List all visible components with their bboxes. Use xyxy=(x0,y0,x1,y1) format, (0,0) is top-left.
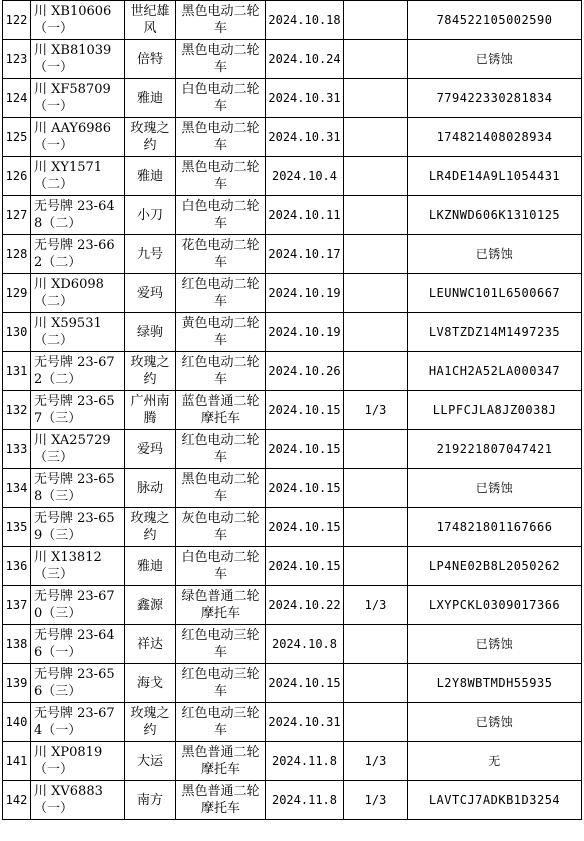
brand-cell: 爱玛 xyxy=(125,274,176,313)
vehicle-description-cell: 蓝色普通二轮摩托车 xyxy=(176,391,266,430)
vehicle-description-cell: 黑色电动二轮车 xyxy=(176,1,266,40)
plate-cell: 无号牌 23-662（二） xyxy=(31,235,125,274)
seized-date-cell: 2024.10.26 xyxy=(266,352,344,391)
frame-number-cell: LKZNWD606K1310125 xyxy=(408,196,582,235)
table-body xyxy=(3,1,582,820)
vehicle-description-cell: 花色电动二轮车 xyxy=(176,235,266,274)
seized-date-cell: 2024.10.19 xyxy=(266,313,344,352)
row-number-cell: 138 xyxy=(3,625,31,664)
frame-number-cell: HA1CH2A52LA000347 xyxy=(408,352,582,391)
seized-date-cell: 2024.10.24 xyxy=(266,40,344,79)
seized-date-cell: 2024.10.15 xyxy=(266,430,344,469)
row-number-cell: 136 xyxy=(3,547,31,586)
plate-cell: 川 XD6098（二） xyxy=(31,274,125,313)
row-number-cell: 128 xyxy=(3,235,31,274)
frame-number-cell: 784522105002590 xyxy=(408,1,582,40)
row-number-cell: 130 xyxy=(3,313,31,352)
seized-date-cell: 2024.10.15 xyxy=(266,391,344,430)
ratio-cell: 1/3 xyxy=(344,586,408,625)
brand-cell: 雅迪 xyxy=(125,547,176,586)
brand-cell: 大运 xyxy=(125,742,176,781)
vehicle-description-cell: 白色电动二轮车 xyxy=(176,547,266,586)
plate-cell: 无号牌 23-659（三） xyxy=(31,508,125,547)
brand-cell: 祥达 xyxy=(125,625,176,664)
plate-cell: 无号牌 23-670（三） xyxy=(31,586,125,625)
vehicle-description-cell: 红色电动三轮车 xyxy=(176,664,266,703)
row-number-cell: 139 xyxy=(3,664,31,703)
plate-cell: 川 XP0819（一） xyxy=(31,742,125,781)
frame-number-cell: LV8TZDZ14M1497235 xyxy=(408,313,582,352)
table-row xyxy=(3,1,582,40)
row-number-cell: 122 xyxy=(3,1,31,40)
table-row xyxy=(3,703,582,742)
vehicle-description-cell: 黑色电动二轮车 xyxy=(176,118,266,157)
vehicle-description-cell: 红色电动二轮车 xyxy=(176,352,266,391)
row-number-cell: 141 xyxy=(3,742,31,781)
plate-cell: 无号牌 23-674（一） xyxy=(31,703,125,742)
frame-number-cell: LP4NE02B8L2050262 xyxy=(408,547,582,586)
vehicle-description-cell: 红色电动三轮车 xyxy=(176,625,266,664)
brand-cell: 九号 xyxy=(125,235,176,274)
table-row xyxy=(3,157,582,196)
plate-cell: 川 XB81039（一） xyxy=(31,40,125,79)
ratio-cell xyxy=(344,352,408,391)
plate-cell: 无号牌 23-672（二） xyxy=(31,352,125,391)
frame-number-cell: L2Y8WBTMDH55935 xyxy=(408,664,582,703)
plate-cell: 川 XB10606（一） xyxy=(31,1,125,40)
table-row xyxy=(3,625,582,664)
table-row xyxy=(3,781,582,820)
row-number-cell: 126 xyxy=(3,157,31,196)
table-row xyxy=(3,664,582,703)
brand-cell: 世纪雄风 xyxy=(125,1,176,40)
ratio-cell xyxy=(344,1,408,40)
vehicle-description-cell: 黑色电动二轮车 xyxy=(176,469,266,508)
seized-date-cell: 2024.10.18 xyxy=(266,1,344,40)
table-row xyxy=(3,274,582,313)
plate-cell: 川 AAY6986（一） xyxy=(31,118,125,157)
table-row xyxy=(3,586,582,625)
row-number-cell: 135 xyxy=(3,508,31,547)
vehicle-description-cell: 黑色普通二轮摩托车 xyxy=(176,781,266,820)
frame-number-cell: 219221807047421 xyxy=(408,430,582,469)
table-row xyxy=(3,391,582,430)
table-row xyxy=(3,118,582,157)
table-row xyxy=(3,40,582,79)
ratio-cell xyxy=(344,79,408,118)
seized-date-cell: 2024.10.8 xyxy=(266,625,344,664)
plate-cell: 无号牌 23-646（一） xyxy=(31,625,125,664)
ratio-cell xyxy=(344,508,408,547)
ratio-cell xyxy=(344,469,408,508)
row-number-cell: 140 xyxy=(3,703,31,742)
row-number-cell: 125 xyxy=(3,118,31,157)
seized-date-cell: 2024.11.8 xyxy=(266,781,344,820)
frame-number-cell: 已锈蚀 xyxy=(408,625,582,664)
ratio-cell xyxy=(344,157,408,196)
row-number-cell: 137 xyxy=(3,586,31,625)
brand-cell: 绿驹 xyxy=(125,313,176,352)
vehicle-description-cell: 红色电动二轮车 xyxy=(176,430,266,469)
seized-date-cell: 2024.10.31 xyxy=(266,703,344,742)
table-row xyxy=(3,742,582,781)
frame-number-cell: LLPFCJLA8JZ0038J xyxy=(408,391,582,430)
brand-cell: 鑫源 xyxy=(125,586,176,625)
ratio-cell: 1/3 xyxy=(344,742,408,781)
seized-date-cell: 2024.10.4 xyxy=(266,157,344,196)
table-row xyxy=(3,235,582,274)
frame-number-cell: 174821801167666 xyxy=(408,508,582,547)
row-number-cell: 133 xyxy=(3,430,31,469)
brand-cell: 小刀 xyxy=(125,196,176,235)
ratio-cell xyxy=(344,274,408,313)
vehicle-description-cell: 红色电动二轮车 xyxy=(176,274,266,313)
row-number-cell: 129 xyxy=(3,274,31,313)
row-number-cell: 132 xyxy=(3,391,31,430)
row-number-cell: 134 xyxy=(3,469,31,508)
plate-cell: 川 XA25729（三） xyxy=(31,430,125,469)
table-row xyxy=(3,313,582,352)
frame-number-cell: 已锈蚀 xyxy=(408,703,582,742)
seized-date-cell: 2024.10.15 xyxy=(266,469,344,508)
vehicle-description-cell: 黄色电动二轮车 xyxy=(176,313,266,352)
ratio-cell xyxy=(344,196,408,235)
plate-cell: 无号牌 23-656（三） xyxy=(31,664,125,703)
ratio-cell xyxy=(344,40,408,79)
frame-number-cell: 174821408028934 xyxy=(408,118,582,157)
ratio-cell xyxy=(344,430,408,469)
frame-number-cell: 无 xyxy=(408,742,582,781)
plate-cell: 无号牌 23-658（三） xyxy=(31,469,125,508)
seized-date-cell: 2024.10.22 xyxy=(266,586,344,625)
vehicle-records-table xyxy=(2,0,582,820)
seized-date-cell: 2024.10.31 xyxy=(266,79,344,118)
seized-date-cell: 2024.10.31 xyxy=(266,118,344,157)
vehicle-description-cell: 黑色电动二轮车 xyxy=(176,157,266,196)
table-row xyxy=(3,508,582,547)
ratio-cell: 1/3 xyxy=(344,391,408,430)
table-row xyxy=(3,547,582,586)
table-row xyxy=(3,79,582,118)
table-row xyxy=(3,469,582,508)
frame-number-cell: LAVTCJ7ADKB1D3254 xyxy=(408,781,582,820)
vehicle-description-cell: 白色电动二轮车 xyxy=(176,79,266,118)
seized-date-cell: 2024.10.15 xyxy=(266,508,344,547)
frame-number-cell: LXYPCKL0309017366 xyxy=(408,586,582,625)
plate-cell: 无号牌 23-648（二） xyxy=(31,196,125,235)
seized-date-cell: 2024.11.8 xyxy=(266,742,344,781)
frame-number-cell: 已锈蚀 xyxy=(408,469,582,508)
row-number-cell: 124 xyxy=(3,79,31,118)
frame-number-cell: 已锈蚀 xyxy=(408,235,582,274)
seized-date-cell: 2024.10.15 xyxy=(266,664,344,703)
brand-cell: 雅迪 xyxy=(125,157,176,196)
seized-date-cell: 2024.10.17 xyxy=(266,235,344,274)
brand-cell: 玫瑰之约 xyxy=(125,703,176,742)
table-row xyxy=(3,196,582,235)
brand-cell: 雅迪 xyxy=(125,79,176,118)
vehicle-description-cell: 红色电动三轮车 xyxy=(176,703,266,742)
frame-number-cell: LEUNWC101L6500667 xyxy=(408,274,582,313)
frame-number-cell: 779422330281834 xyxy=(408,79,582,118)
ratio-cell: 1/3 xyxy=(344,781,408,820)
row-number-cell: 142 xyxy=(3,781,31,820)
seized-date-cell: 2024.10.19 xyxy=(266,274,344,313)
brand-cell: 海戈 xyxy=(125,664,176,703)
vehicle-description-cell: 白色电动二轮车 xyxy=(176,196,266,235)
ratio-cell xyxy=(344,703,408,742)
plate-cell: 川 XY1571（二） xyxy=(31,157,125,196)
row-number-cell: 131 xyxy=(3,352,31,391)
seized-date-cell: 2024.10.15 xyxy=(266,547,344,586)
brand-cell: 爱玛 xyxy=(125,430,176,469)
ratio-cell xyxy=(344,625,408,664)
vehicle-description-cell: 绿色普通二轮摩托车 xyxy=(176,586,266,625)
vehicle-description-cell: 黑色普通二轮摩托车 xyxy=(176,742,266,781)
ratio-cell xyxy=(344,235,408,274)
brand-cell: 南方 xyxy=(125,781,176,820)
brand-cell: 玫瑰之约 xyxy=(125,352,176,391)
table-row xyxy=(3,430,582,469)
plate-cell: 无号牌 23-657（三） xyxy=(31,391,125,430)
plate-cell: 川 XV6883（一） xyxy=(31,781,125,820)
seized-date-cell: 2024.10.11 xyxy=(266,196,344,235)
brand-cell: 玫瑰之约 xyxy=(125,118,176,157)
row-number-cell: 127 xyxy=(3,196,31,235)
vehicle-description-cell: 灰色电动二轮车 xyxy=(176,508,266,547)
brand-cell: 玫瑰之约 xyxy=(125,508,176,547)
plate-cell: 川 X13812（三） xyxy=(31,547,125,586)
frame-number-cell: LR4DE14A9L1054431 xyxy=(408,157,582,196)
brand-cell: 广州南腾 xyxy=(125,391,176,430)
brand-cell: 倍特 xyxy=(125,40,176,79)
plate-cell: 川 X59531（二） xyxy=(31,313,125,352)
ratio-cell xyxy=(344,313,408,352)
row-number-cell: 123 xyxy=(3,40,31,79)
table-row xyxy=(3,352,582,391)
vehicle-description-cell: 黑色电动二轮车 xyxy=(176,40,266,79)
ratio-cell xyxy=(344,118,408,157)
plate-cell: 川 XF58709（一） xyxy=(31,79,125,118)
brand-cell: 脉动 xyxy=(125,469,176,508)
ratio-cell xyxy=(344,664,408,703)
ratio-cell xyxy=(344,547,408,586)
frame-number-cell: 已锈蚀 xyxy=(408,40,582,79)
